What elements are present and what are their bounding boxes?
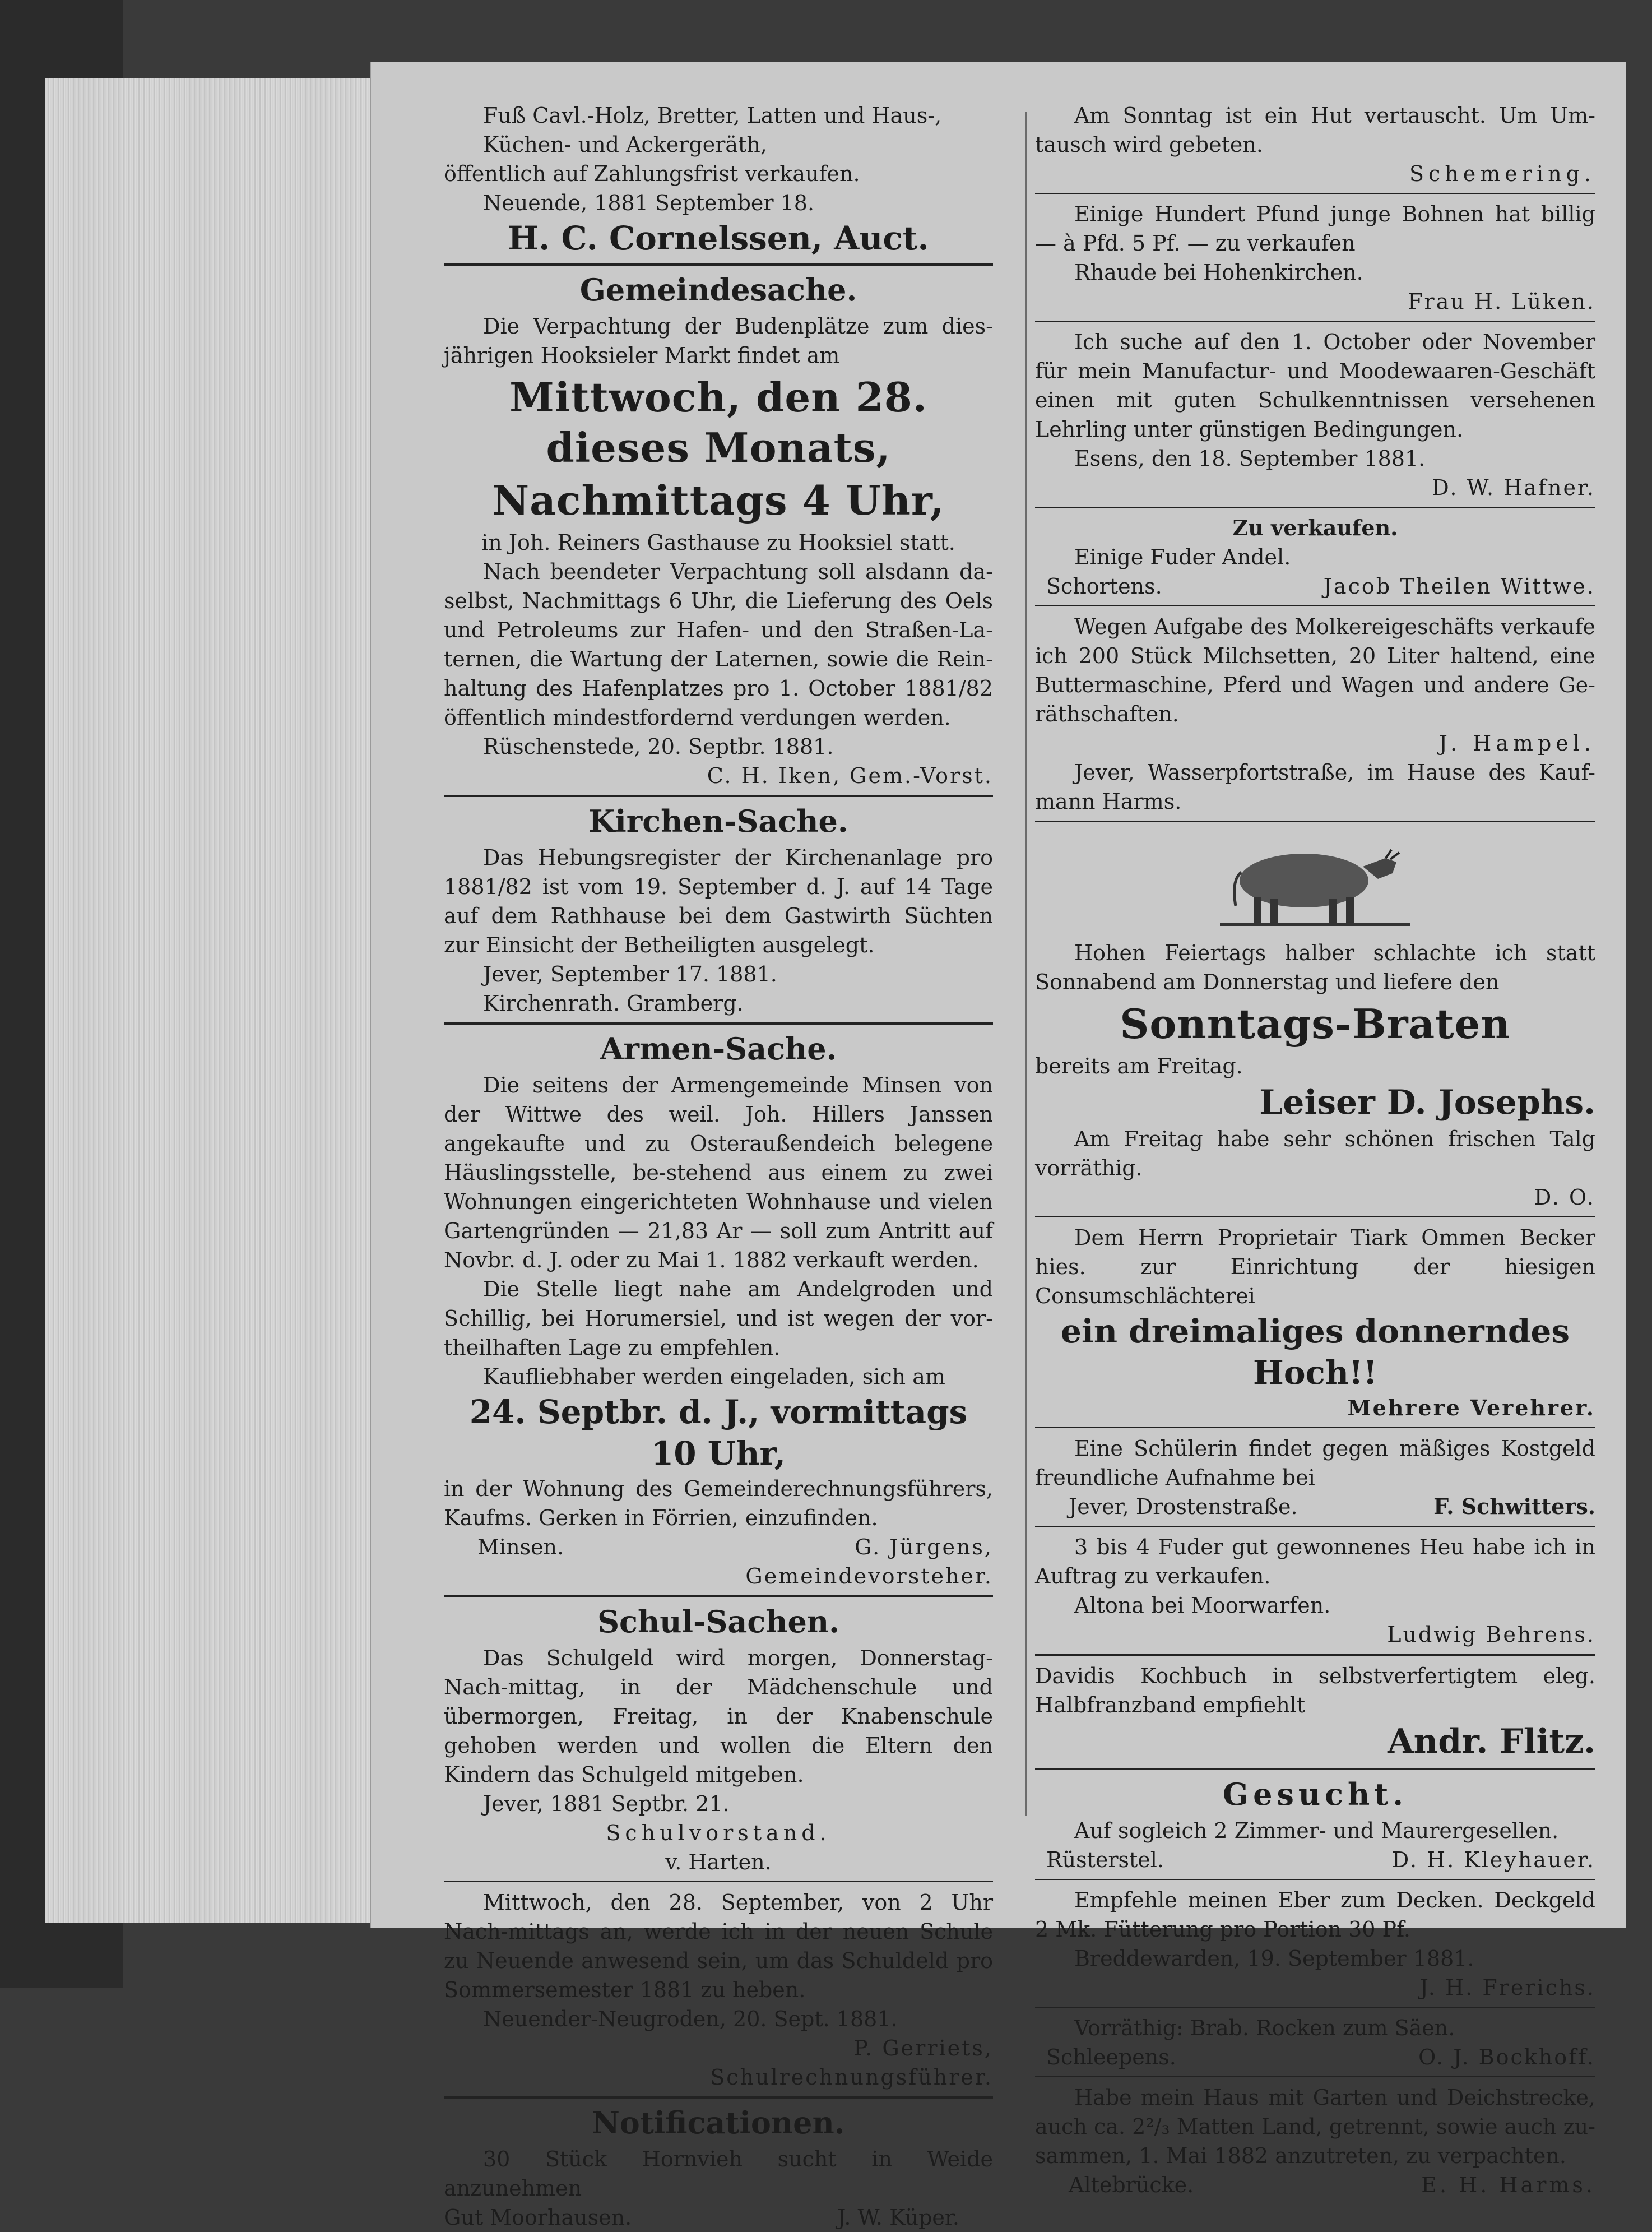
section-rule (444, 795, 993, 797)
notice-text: Nach beendeter Verpachtung soll alsdann da-selbst, Nachmittags 6 Uhr, die Lieferung des Oels und Petroleums zur Hafen- und den Straßen-La-ternen, die Wartung der Laternen, sowie die Rein-haltung des Hafenplatzes pro 1. October 1881/82 öffentlich mindestfordernd verdungen werden. (444, 559, 993, 730)
notice-text: Die Stelle liegt nahe am Andelgroden und Schillig, bei Horumersiel, und ist wegen der vor-theilhaften Lage zu empfehlen. (444, 1277, 993, 1360)
notice-place: Minsen. (477, 1535, 564, 1559)
ad-rule (1035, 193, 1595, 194)
ad-rule (1035, 1879, 1595, 1880)
ad-text: Wegen Aufgabe des Molkereigeschäfts verkaufe ich 200 Stück Milchsetten, 20 Liter haltend, eine Buttermaschine, Pferd und Wagen und andere Ge-räthschaften. (1035, 614, 1595, 726)
ad-signature: O. J. Bockhoff. (1418, 2045, 1595, 2069)
ad-text: Davidis Kochbuch in selbstverfertigtem eleg. Halbfranzband empfiehlt (1035, 1664, 1595, 1717)
section-rule (444, 2096, 993, 2099)
ad-text: Am Sonntag ist ein Hut vertauscht. Um Um-tausch wird gebeten. (1035, 103, 1595, 157)
notice-signature: G. Jürgens, (855, 1535, 993, 1559)
ad-text: Küchen- und Ackergeräth, (483, 132, 767, 157)
notice-text: Das Hebungsregister der Kirchenanlage pro 1881/82 ist vom 19. September d. J. auf 14 Tage auf dem Rathhause bei dem Gastwirth Süchten zur Einsicht der Betheiligten ausgelegt. (444, 845, 993, 957)
ad-text: Jever, Wasserpfortstraße, im Hause des Kauf-mann Harms. (1035, 760, 1595, 814)
ad-rule (1035, 821, 1595, 822)
notice-text: Kaufliebhaber werden eingeladen, sich am (483, 1364, 945, 1389)
ad-text: bereits am Freitag. (1035, 1054, 1243, 1078)
ad-text: 3 bis 4 Fuder gut gewonnenes Heu habe ich in Auftrag zu verkaufen. (1035, 1535, 1595, 1589)
ad-rule (1035, 1526, 1595, 1527)
book-page-edges (45, 78, 381, 1923)
notice-footer (444, 1532, 993, 1562)
ad-footer (1035, 2043, 1595, 2072)
ad-rule (1035, 2076, 1595, 2077)
notice-signature: J. W. Küper. (837, 2205, 959, 2230)
ad-rule (1035, 1654, 1595, 1656)
section-rule (444, 263, 993, 266)
notice-date: Rüschenstede, 20. Septbr. 1881. (483, 734, 834, 759)
ad-footer (1035, 2170, 1595, 2199)
ad-signature: F. Schwitters. (1433, 1494, 1595, 1519)
section-heading: Armen-Sache. (600, 1031, 837, 1067)
left-column (444, 101, 993, 2232)
right-column (1035, 101, 1595, 2199)
ad-rule (1035, 507, 1595, 508)
ad-signature: Frau H. Lüken. (1408, 289, 1595, 314)
ad-footer (1035, 1492, 1595, 1521)
ad-signature: E. H. Harms. (1421, 2173, 1595, 2197)
notice-signature: P. Gerriets, (853, 2036, 993, 2060)
ad-heading: Zu verkaufen. (1232, 515, 1398, 540)
ad-text: Einige Fuder Andel. (1074, 545, 1291, 569)
ad-signature: Schemering. (1409, 161, 1595, 186)
notice-date: Jever, 1881 Septbr. 21. (483, 1791, 730, 1816)
ad-date: Neuende, 1881 September 18. (483, 191, 815, 215)
ad-footer (1035, 572, 1595, 601)
notice-signature-title: Schulrechnungsführer. (710, 2065, 993, 2090)
ad-headline: ein dreimaliges donnerndes Hoch!! (1061, 1312, 1570, 1392)
ad-signature: Mehrere Verehrer. (1347, 1395, 1595, 1420)
notice-text: Mittwoch, den 28. September, von 2 Uhr Nach-mittags an, werde ich in der neuen Schule zu Neuende anwesend sein, um das Schuldeld pro Sommersemester 1881 zu heben. (444, 1890, 993, 2002)
ad-text: Dem Herrn Proprietair Tiark Ommen Becker hies. zur Einrichtung der hiesigen Consumschlächterei (1035, 1225, 1595, 1308)
ad-text: Fuß Cavl.-Holz, Bretter, Latten und Haus-, (483, 103, 942, 128)
ad-signature: D. O. (1534, 1185, 1595, 1210)
ad-rule (1035, 1216, 1595, 1217)
notice-footer (444, 2203, 993, 2232)
ad-footer (1035, 1845, 1595, 1874)
column-divider (1025, 112, 1027, 1816)
ad-text: Altona bei Moorwarfen. (1074, 1593, 1331, 1618)
ad-signature: H. C. Cornelssen, Auct. (508, 219, 929, 257)
newspaper-page (370, 62, 1626, 2230)
ad-text: Einige Hundert Pfund junge Bohnen hat billig — à Pfd. 5 Pf. — zu verkaufen (1035, 202, 1595, 256)
section-rule (444, 1595, 993, 1597)
ad-rule (1035, 1427, 1595, 1428)
notice-text: Das Schulgeld wird morgen, Donnerstag-Nach-mittag, in der Mädchenschule und übermorgen, Freitag, in der Knabenschule gehoben werden und wollen die Eltern den Kindern das Schulgeld mitgeben. (444, 1646, 993, 1787)
section-heading: Notificationen. (592, 2105, 845, 2141)
ad-rule (1035, 1768, 1595, 1770)
ad-signature: Jacob Theilen Wittwe. (1323, 574, 1595, 599)
ad-text: Eine Schülerin findet gegen mäßiges Kostgeld freundliche Aufnahme bei (1035, 1436, 1595, 1490)
ad-signature: Leiser D. Josephs. (1259, 1083, 1595, 1122)
notice-date: Jever, September 17. 1881. (483, 962, 777, 987)
ad-date: Esens, den 18. September 1881. (1074, 446, 1426, 471)
ad-signature: Andr. Flitz. (1388, 1722, 1595, 1761)
notice-date: Neuender-Neugroden, 20. Sept. 1881. (483, 2007, 898, 2031)
notice-time-headline: Nachmittags 4 Uhr, (492, 476, 945, 524)
notice-date-headline: Mittwoch, den 28. dieses Monats, (509, 373, 927, 471)
notice-signature: Kirchenrath. Gramberg. (483, 991, 744, 1016)
section-heading: Schul-Sachen. (597, 1604, 839, 1640)
notice-signature-title: Gemeindevorsteher. (745, 1564, 993, 1589)
notice-text: in der Wohnung des Gemeinderechnungsführers, Kaufms. Gerken in Förrien, einzufinden. (444, 1476, 993, 1530)
ad-text: Vorräthig: Brab. Rocken zum Säen. (1074, 2016, 1455, 2040)
ad-text: Am Freitag habe sehr schönen frischen Talg vorräthig. (1035, 1127, 1595, 1180)
ad-signature: J. H. Frerichs. (1419, 1975, 1595, 2000)
ad-place: Schleepens. (1046, 2045, 1176, 2069)
ad-signature: D. H. Kleyhauer. (1391, 1847, 1595, 1872)
ox-illustration (1214, 827, 1416, 934)
notice-signature: Schulvorstand. (606, 1821, 831, 1845)
ad-date: Breddewarden, 19. September 1881. (1074, 1946, 1474, 1971)
ad-heading: Gesucht. (1222, 1776, 1408, 1812)
ad-rule (1035, 2007, 1595, 2008)
ad-text: Auf sogleich 2 Zimmer- und Maurergesellen. (1074, 1818, 1559, 1843)
ad-signature: D. W. Hafner. (1432, 475, 1595, 500)
ad-text: öffentlich auf Zahlungsfrist verkaufen. (444, 161, 860, 186)
section-rule (444, 1022, 993, 1025)
ad-place: Rüsterstel. (1046, 1847, 1164, 1872)
ad-place: Jever, Drostenstraße. (1069, 1494, 1298, 1519)
ad-signature: J. Hampel. (1438, 731, 1595, 756)
notice-text: Die Verpachtung der Budenplätze zum dies-jährigen Hooksieler Markt findet am (444, 314, 993, 368)
section-heading: Gemeindesache. (579, 272, 857, 308)
ad-text: Ich suche auf den 1. October oder November für mein Manufactur- und Moodewaaren-Geschäft einen mit guten Schulkenntnissen versehenen Lehrling unter günstigen Bedingungen. (1035, 330, 1595, 442)
ad-text: Rhaude bei Hohenkirchen. (1074, 260, 1363, 285)
notice-signature: C. H. Iken, Gem.-Vorst. (707, 763, 993, 788)
notice-signature: v. Harten. (665, 1850, 772, 1874)
section-heading: Kirchen-Sache. (588, 803, 848, 839)
notice-text: 30 Stück Hornvieh sucht in Weide anzunehmen (444, 2147, 993, 2201)
notice-place: Gut Moorhausen. (444, 2205, 632, 2230)
ad-place: Altebrücke. (1069, 2173, 1194, 2197)
notice-date-headline: 24. Septbr. d. J., vormittags 10 Uhr, (469, 1393, 968, 1472)
ad-place: Schortens. (1046, 574, 1162, 599)
ad-rule (1035, 321, 1595, 322)
ad-text: Empfehle meinen Eber zum Decken. Deckgeld 2 Mk. Fütterung pro Portion 30 Pf. (1035, 1888, 1595, 1942)
ad-text: Habe mein Haus mit Garten und Deichstrecke, auch ca. 2²/₃ Matten Land, getrennt, sowie auch zu-sammen, 1. Mai 1882 anzutreten, zu verpachten. (1035, 2085, 1595, 2168)
notice-text: in Joh. Reiners Gasthause zu Hooksiel statt. (481, 530, 955, 555)
ad-rule (1035, 605, 1595, 606)
section-rule (444, 1881, 993, 1882)
notice-text: Die seitens der Armengemeinde Minsen von der Wittwe des weil. Joh. Hillers Janssen angekaufte und zu Osteraußendeich belegene Häuslingsstelle, be-stehend aus einem zu zwei Wohnungen eingerichteten Wohnhause und vielen Gartengründen — 21,83 Ar — soll zum Antritt auf Novbr. d. J. oder zu Mai 1. 1882 verkauft werden. (444, 1073, 993, 1272)
ad-headline: Sonntags-Braten (1120, 1000, 1511, 1048)
ad-signature: Ludwig Behrens. (1387, 1622, 1595, 1647)
ad-text: Hohen Feiertags halber schlachte ich statt Sonnabend am Donnerstag und liefere den (1035, 941, 1595, 994)
